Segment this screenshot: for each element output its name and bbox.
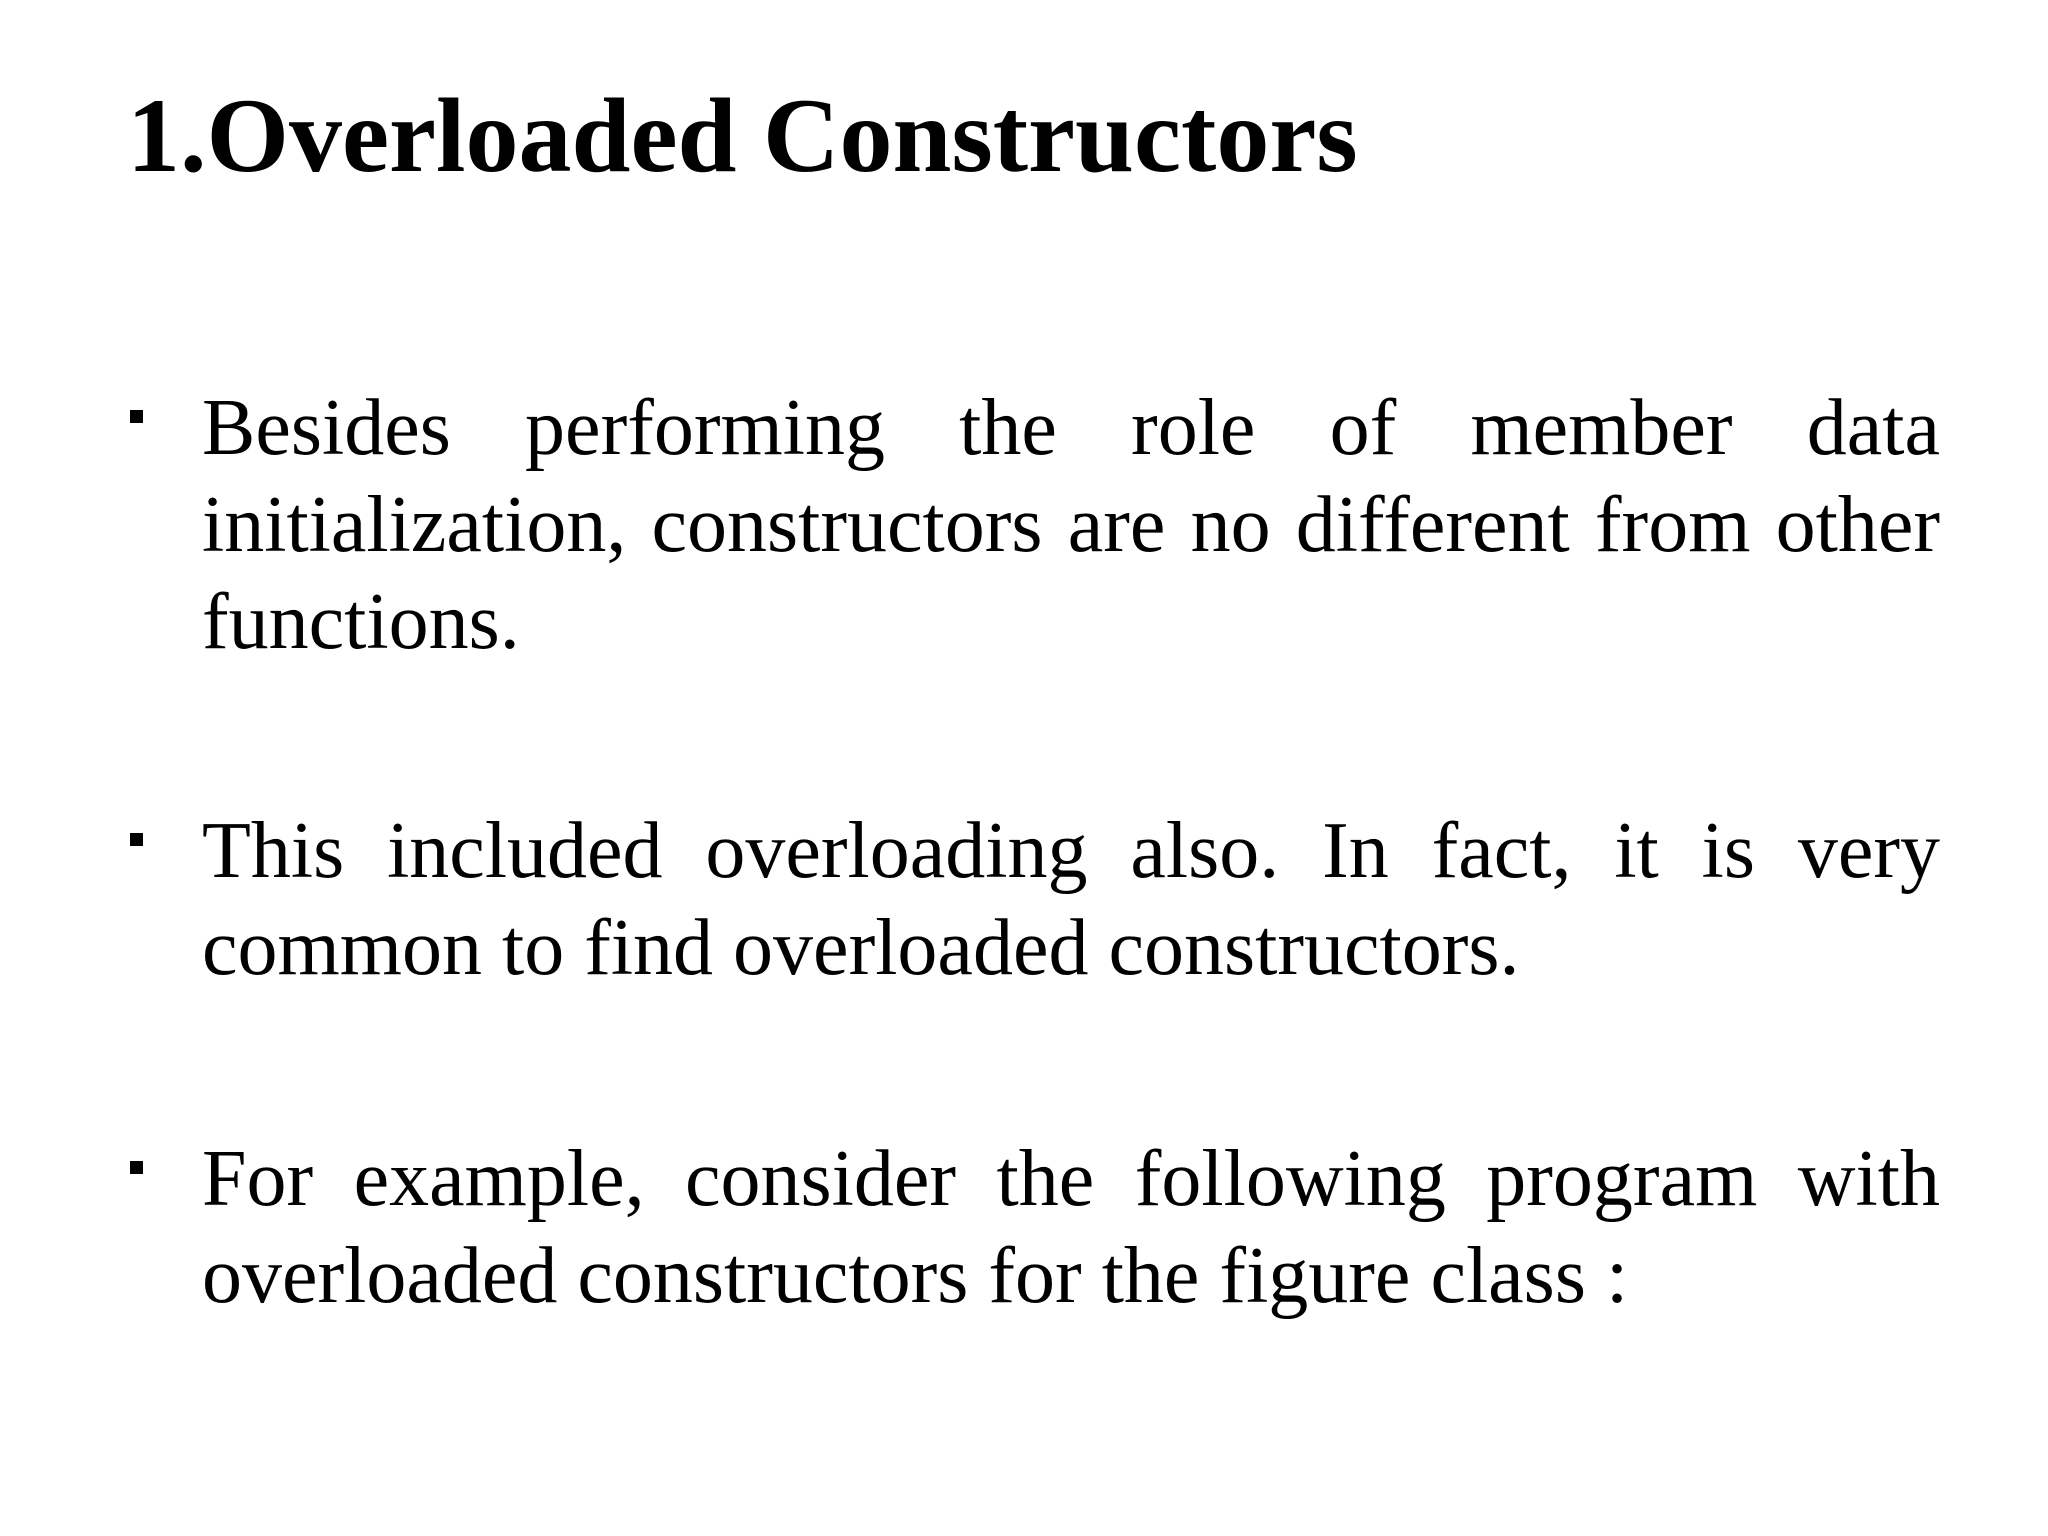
slide-title: 1.Overloaded Constructors xyxy=(127,77,1358,194)
bullet-text: For example, consider the following program with overloaded constructors for the figure class : xyxy=(202,1135,1940,1320)
bullet-text: Besides performing the role of member data initialization, constructors are no different from other functions. xyxy=(202,384,1940,666)
bullet-text: This included overloading also. In fact, it is very common to find overloaded constructors. xyxy=(202,807,1940,992)
square-bullet-icon xyxy=(130,410,143,423)
square-bullet-icon xyxy=(130,1161,143,1174)
square-bullet-icon xyxy=(130,833,143,846)
